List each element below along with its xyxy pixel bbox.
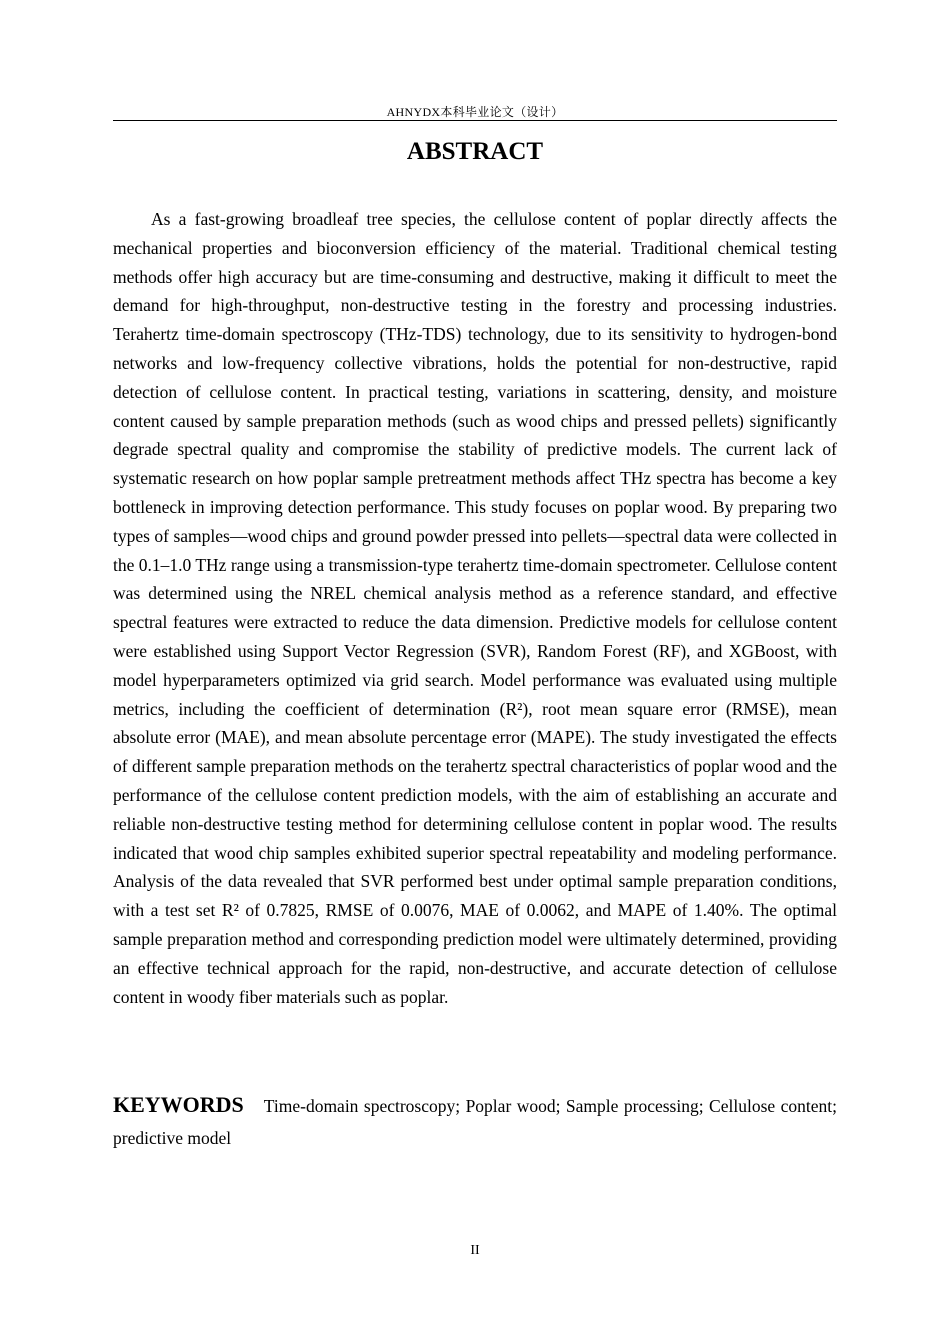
keywords-text: Time-domain spectroscopy; Poplar wood; Sample processing; Cellulose content; predictive model	[113, 1096, 837, 1148]
abstract-body: As a fast-growing broadleaf tree species, the cellulose content of poplar directly affects the mechanical properties and bioconversion efficiency of the material. Traditional chemical testing methods offer high accuracy but are time-consuming and destructive, making it difficult to meet the demand for high-throughput, non-destructive testing in the forestry and processing industries. Terahertz time-domain spectroscopy (THz-TDS) technology, due to its sensitivity to hydrogen-bond networks and low-frequency collective vibrations, holds the potential for non-destructive, rapid detection of cellulose content. In practical testing, variations in scattering, density, and moisture content caused by sample preparation methods (such as wood chips and pressed pellets) significantly degrade spectral quality and compromise the stability of predictive models. The current lack of systematic research on how poplar sample pretreatment methods affect THz spectra has become a key bottleneck in improving detection performance. This study focuses on poplar wood. By preparing two types of samples—wood chips and ground powder pressed into pellets—spectral data were collected in the 0.1–1.0 THz range using a transmission-type terahertz time-domain spectrometer. Cellulose content was determined using the NREL chemical analysis method as a reference standard, and effective spectral features were extracted to reduce the data dimension. Predictive models for cellulose content were established using Support Vector Regression (SVR), Random Forest (RF), and XGBoost, with model hyperparameters optimized via grid search. Model performance was evaluated using multiple metrics, including the coefficient of determination (R²), root mean square error (RMSE), mean absolute error (MAE), and mean absolute percentage error (MAPE). The study investigated the effects of different sample preparation methods on the terahertz spectral characteristics of poplar wood and the performance of the cellulose content prediction models, with the aim of establishing an accurate and reliable non-destructive testing method for determining cellulose content in poplar wood. The results indicated that wood chip samples exhibited superior spectral repeatability and modeling performance. Analysis of the data revealed that SVR performed best under optimal sample preparation conditions, with a test set R² of 0.7825, RMSE of 0.0076, MAE of 0.0062, and MAPE of 1.40%. The optimal sample preparation method and corresponding prediction model were ultimately determined, providing an effective technical approach for the rapid, non-destructive, and accurate detection of cellulose content in woody fiber materials such as poplar.	[113, 209, 837, 1007]
keywords-label: KEYWORDS	[113, 1092, 244, 1117]
keywords-paragraph	[113, 1089, 837, 1154]
abstract-title: ABSTRACT	[406, 138, 544, 165]
header-rule	[113, 120, 837, 121]
running-header: AHNYDX本科毕业论文（设计）	[386, 105, 564, 119]
page-number: II	[470, 1243, 480, 1258]
